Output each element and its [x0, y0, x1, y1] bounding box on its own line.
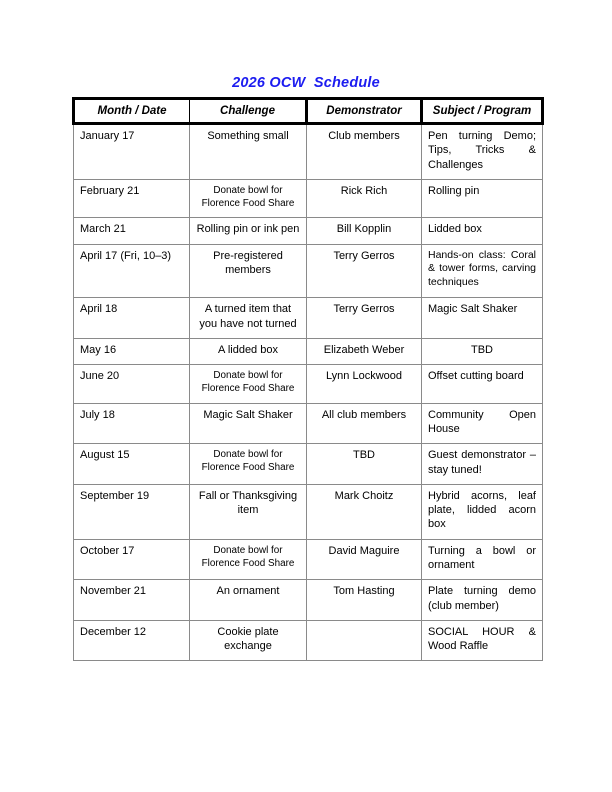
challenge-cell: Donate bowl for Florence Food Share: [190, 365, 307, 403]
schedule-row: [74, 179, 543, 217]
subject-cell: SOCIAL HOUR & Wood Raffle: [422, 620, 543, 661]
subject-cell: Rolling pin: [422, 179, 543, 217]
challenge-cell: Rolling pin or ink pen: [190, 218, 307, 244]
schedule-row: [74, 124, 543, 180]
month-date-cell: November 21: [74, 580, 190, 621]
demonstrator-cell: Rick Rich: [307, 179, 422, 217]
subject-cell: Plate turning demo (club member): [422, 580, 543, 621]
month-date-cell: August 15: [74, 444, 190, 485]
challenge-cell: Cookie plate exchange: [190, 620, 307, 661]
month-date-cell: September 19: [74, 484, 190, 539]
schedule-row: [74, 365, 543, 403]
month-date-cell: December 12: [74, 620, 190, 661]
month-date-cell: April 17 (Fri, 10–3): [74, 244, 190, 298]
subject-cell: Turning a bowl or ornament: [422, 539, 543, 580]
schedule-row: [74, 218, 543, 244]
schedule-row: [74, 244, 543, 298]
subject-cell: Hybrid acorns, leaf plate, lidded acorn box: [422, 484, 543, 539]
demonstrator-cell: Mark Choitz: [307, 484, 422, 539]
month-date-cell: June 20: [74, 365, 190, 403]
col-header-month-date: Month / Date: [74, 99, 190, 124]
month-date-cell: May 16: [74, 338, 190, 364]
demonstrator-cell: TBD: [307, 444, 422, 485]
schedule-table: [72, 97, 544, 661]
table-header-row: [74, 99, 543, 124]
subject-cell: TBD: [422, 338, 543, 364]
demonstrator-cell: Elizabeth Weber: [307, 338, 422, 364]
col-header-challenge: Challenge: [190, 99, 307, 124]
page-title: 2026 OCW Schedule: [232, 75, 380, 91]
schedule-row: [74, 444, 543, 485]
subject-cell: Lidded box: [422, 218, 543, 244]
month-date-cell: April 18: [74, 298, 190, 339]
subject-cell: Magic Salt Shaker: [422, 298, 543, 339]
month-date-cell: July 18: [74, 403, 190, 444]
schedule-row: [74, 484, 543, 539]
col-header-demonstrator: Demonstrator: [307, 99, 422, 124]
month-date-cell: February 21: [74, 179, 190, 217]
challenge-cell: Pre-registered members: [190, 244, 307, 298]
subject-cell: Hands-on class: Coral & tower forms, carving techniques: [422, 244, 543, 298]
demonstrator-cell: David Maguire: [307, 539, 422, 580]
challenge-cell: Donate bowl for Florence Food Share: [190, 444, 307, 485]
demonstrator-cell: Lynn Lockwood: [307, 365, 422, 403]
subject-cell: Offset cutting board: [422, 365, 543, 403]
challenge-cell: Magic Salt Shaker: [190, 403, 307, 444]
demonstrator-cell: Bill Kopplin: [307, 218, 422, 244]
subject-cell: Guest demonstrator – stay tuned!: [422, 444, 543, 485]
schedule-row: [74, 580, 543, 621]
schedule-row: [74, 620, 543, 661]
month-date-cell: January 17: [74, 124, 190, 180]
month-date-cell: October 17: [74, 539, 190, 580]
schedule-table-body: [74, 124, 543, 661]
demonstrator-cell: Terry Gerros: [307, 298, 422, 339]
challenge-cell: An ornament: [190, 580, 307, 621]
challenge-cell: A lidded box: [190, 338, 307, 364]
schedule-row: [74, 298, 543, 339]
challenge-cell: Fall or Thanksgiving item: [190, 484, 307, 539]
schedule-row: [74, 403, 543, 444]
demonstrator-cell: Terry Gerros: [307, 244, 422, 298]
challenge-cell: Donate bowl for Florence Food Share: [190, 539, 307, 580]
month-date-cell: March 21: [74, 218, 190, 244]
demonstrator-cell: All club members: [307, 403, 422, 444]
schedule-row: [74, 338, 543, 364]
col-header-subject-program: Subject / Program: [422, 99, 543, 124]
demonstrator-cell: [307, 620, 422, 661]
demonstrator-cell: Tom Hasting: [307, 580, 422, 621]
subject-cell: Community Open House: [422, 403, 543, 444]
subject-cell: Pen turning Demo; Tips, Tricks & Challenges: [422, 124, 543, 180]
challenge-cell: Something small: [190, 124, 307, 180]
schedule-row: [74, 539, 543, 580]
challenge-cell: Donate bowl for Florence Food Share: [190, 179, 307, 217]
challenge-cell: A turned item that you have not turned: [190, 298, 307, 339]
demonstrator-cell: Club members: [307, 124, 422, 180]
